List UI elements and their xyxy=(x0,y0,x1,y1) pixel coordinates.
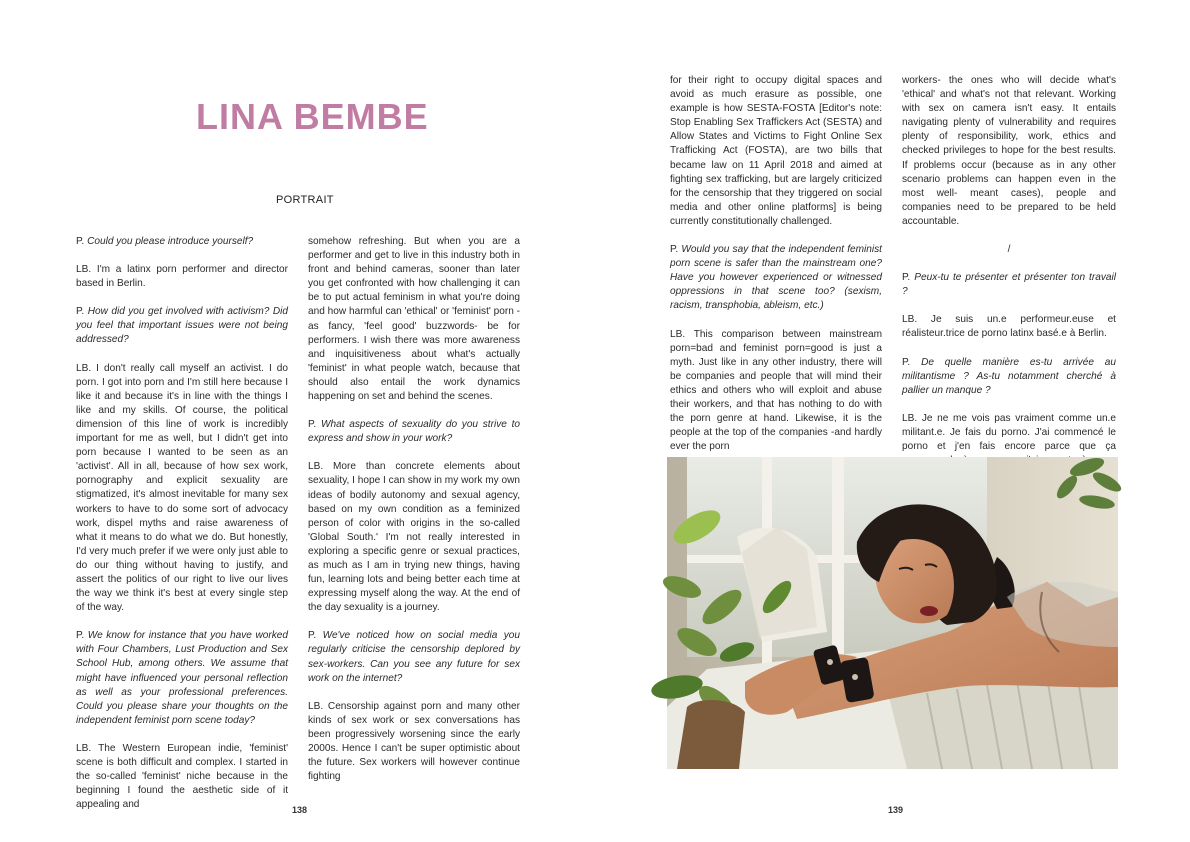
left-column-1 xyxy=(76,235,289,811)
interview-question xyxy=(76,305,288,347)
speaker-label: LB. xyxy=(76,742,92,754)
paragraph-text: I don't really call myself an activist. I do porn. I got into porn and I'm still here because I like it and because it's in line with the things I like and my skills. Of course, the political dimension of this line of work is incredibly important for me as well, but I didn't get into porn because I wanted to be seen as an 'activist'. All in all, because of how sex work, pornography and explicit sexuality are stigmatized, it's almost inevitable for many sex workers to have to do some sort of advocacy work, dispel myths and raise awareness of what it means to do what we do. But honestly, I'd very much prefer if we were only just able to do our thing without having to justify, and assert the politics of our right to live our lives the way we think it's best at every single step of the way. xyxy=(76,362,288,614)
speaker-label: LB. xyxy=(902,314,918,326)
language-separator xyxy=(902,243,1116,257)
interview-question xyxy=(902,271,1116,299)
paragraph-text: More than concrete elements about sexuality, I hope I can show in my work my own ideas of bodily autonomy and sexual agency, based on my own condition as a feminized person of color with origins in the so-called 'Global South.' I'm not really interested in exploring a specific genre or sexual practices, as much as I am in trying new things, having fun, learning lots and being better each time at expressing myself along the way. At the end of the day sexuality is a journey. xyxy=(308,461,520,614)
speaker-label: P. xyxy=(76,306,85,318)
right-column-1 xyxy=(670,74,883,453)
interview-question xyxy=(902,356,1116,398)
paragraph-text: We've noticed how on social media you regularly criticise the censorship deplored by sex-workers. Can you see any future for sex work on the internet? xyxy=(308,630,520,684)
speaker-label: P. xyxy=(902,356,911,368)
interview-answer xyxy=(670,74,882,229)
speaker-label: LB. xyxy=(670,328,686,340)
article-title: LINA BEMBE xyxy=(196,96,429,137)
interview-question xyxy=(76,235,288,249)
paragraph-text: This comparison between mainstream porn=bad and feminist porn=good is just a myth. Just like in any other industry, there will be companies and people that will mind their ethics and others who will exploit and abuse their workers, and that has nothing to do with the porn genre at hand. Likewise, it is the people at the top of the companies -and hardly ever the porn xyxy=(670,328,883,453)
paragraph-text: How did you get involved with activism? Did you feel that important issues were not being addressed? xyxy=(76,306,288,346)
interview-answer xyxy=(308,460,520,615)
paragraph-text: Could you please introduce yourself? xyxy=(87,236,254,247)
paragraph-text: Censorship against porn and many other kinds of sex work or sex conversations has been progressively worsening since the early 2000s. Hence I can't be super optimistic about the future. Sex workers will however continue fighting xyxy=(308,700,520,783)
page-number-right: 139 xyxy=(888,805,904,815)
paragraph-text: for their right to occupy digital spaces and avoid as much erasure as possible, one example is how SESTA-FOSTA [Editor's note: Stop Enabling Sex Traffickers Act (SESTA) and Allow States and Victims to Fight Online Sex Trafficking Act (FOSTA), are two bills that became law on 11 April 2018 and aimed at fighting sex trafficking, but are largely criticized for the censorship that they triggered on social media and other online platforms] is being currently constitutionally challenged. xyxy=(670,75,882,227)
portrait-photo xyxy=(667,457,1118,769)
speaker-label: P. xyxy=(76,630,85,642)
interview-answer xyxy=(902,313,1116,341)
paragraph-text: What aspects of sexuality do you strive to express and show in your work? xyxy=(308,419,520,445)
speaker-label: LB. xyxy=(308,461,324,473)
interview-question xyxy=(76,629,288,728)
paragraph-text: workers- the ones who will decide what's 'ethical' and what's not that relevant. Working with sex on camera isn't easy. It entails navigating plenty of vulnerability and requires plenty of responsibility, work, ethics and checked privileges to hope for the best results. If problems occur (because as in any other scenario problems can happen even in the most well- meant cases), people and companies need to be prepared to be held accountable. xyxy=(902,75,1116,227)
interview-answer xyxy=(902,74,1116,229)
interview-answer xyxy=(76,742,288,812)
interview-answer xyxy=(308,235,520,404)
paragraph-text: Je ne me vois pas vraiment comme un.e militant.e. Je fais du porno. J'ai commencé le porno et j'en fais encore parce que ça xyxy=(902,412,1116,452)
interview-answer xyxy=(76,362,288,616)
speaker-label: LB. xyxy=(308,700,324,712)
paragraph-text: Je suis un.e performeur.euse et réalisteur.trice de porno latinx basé.e à Berlin. xyxy=(902,314,1116,340)
paragraph-text: Would you say that the independent feminist porn scene is safer than the mainstream one? Have you however experienced or witnessed oppressions in that scene too? (sexism, racism, transphobia, ableism, etc.) xyxy=(670,244,882,312)
paragraph-text: The Western European indie, 'feminist' scene is both difficult and complex. I started in the so-called 'feminist' niche because in the beginning I found the aesthetic side of it appealing and xyxy=(76,742,289,811)
interview-question xyxy=(308,418,520,446)
paragraph-text: I'm a latinx porn performer and director based in Berlin. xyxy=(76,264,288,290)
paragraph-text: Peux-tu te présenter et présenter ton travail ? xyxy=(902,272,1116,298)
speaker-label: P. xyxy=(308,630,317,642)
paragraph-text: somehow refreshing. But when you are a performer and get to live in this industry both in front and behind cameras, sooner than later you get confronted with how challenging it can be to put actual feminism in what you're doing and how harmful can 'ethical' or 'feminist' porn -as fancy, 'feel good' buzzwords- be for performers. I wish there was more awareness and inquisitiveness about what's actually 'feminist' in what people watch, because that should also entail the work dynamics happening on set and behind the scenes. xyxy=(308,236,520,403)
interview-question xyxy=(308,629,520,685)
right-column-2 xyxy=(902,74,1116,452)
speaker-label: P. xyxy=(76,236,85,247)
speaker-label: P. xyxy=(308,419,317,431)
speaker-label: P. xyxy=(670,244,679,256)
interview-answer xyxy=(76,263,288,291)
section-label: PORTRAIT xyxy=(276,194,334,206)
left-column-2 xyxy=(308,235,520,783)
paragraph-text: We know for instance that you have worked with Four Chambers, Lust Production and Sex School Hub, among others. We assume that might have influenced your personal reflection as well as your professional preferences. Could you please share your thoughts on the independent feminist porn scene today? xyxy=(76,630,288,726)
paragraph-text: De quelle manière es-tu arrivée au militantisme ? As-tu notamment cherché à pallier un manque ? xyxy=(902,356,1116,396)
interview-answer xyxy=(308,700,520,785)
speaker-label: LB. xyxy=(76,264,92,276)
interview-answer xyxy=(670,328,882,455)
speaker-label: LB. xyxy=(902,412,918,424)
page-number-left: 138 xyxy=(292,805,308,815)
separator-text: / xyxy=(1007,244,1011,256)
speaker-label: P. xyxy=(902,272,911,284)
interview-question xyxy=(670,243,882,313)
speaker-label: LB. xyxy=(76,362,92,374)
